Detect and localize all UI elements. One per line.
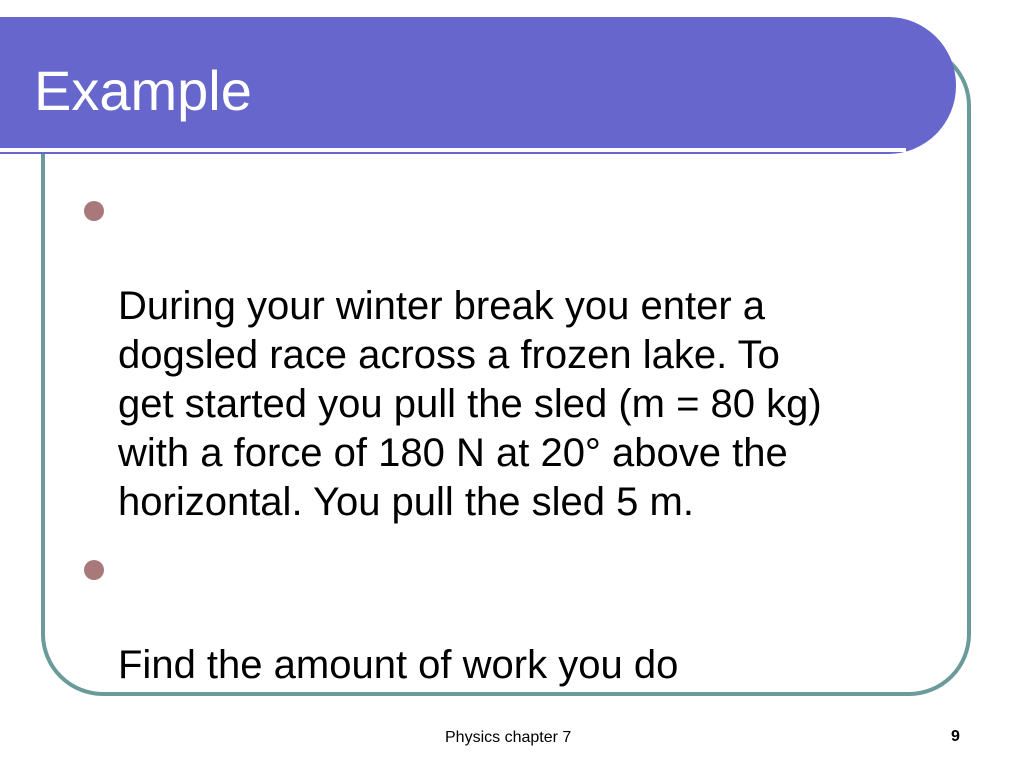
slide-title: Example xyxy=(34,59,252,122)
bullet-list xyxy=(82,184,912,706)
bullet-item-problem xyxy=(82,184,912,527)
bullet-item-task xyxy=(82,543,912,690)
footer-text: Physics chapter 7 xyxy=(445,729,572,746)
title-bar xyxy=(0,17,956,154)
page-number: 9 xyxy=(951,728,960,745)
title-underline xyxy=(0,148,906,152)
bullet-text-task: Find the amount of work you do xyxy=(118,643,679,687)
bullet-dot-icon xyxy=(84,560,104,580)
bullet-dot-icon xyxy=(84,201,104,221)
bullet-text-problem: During your winter break you enter a dogsled race across a frozen lake. To get started you pull the sled (m = 80 kg) with a force of 180 N at 20° above the horizontal. You pull the sled 5 m. xyxy=(118,284,822,524)
